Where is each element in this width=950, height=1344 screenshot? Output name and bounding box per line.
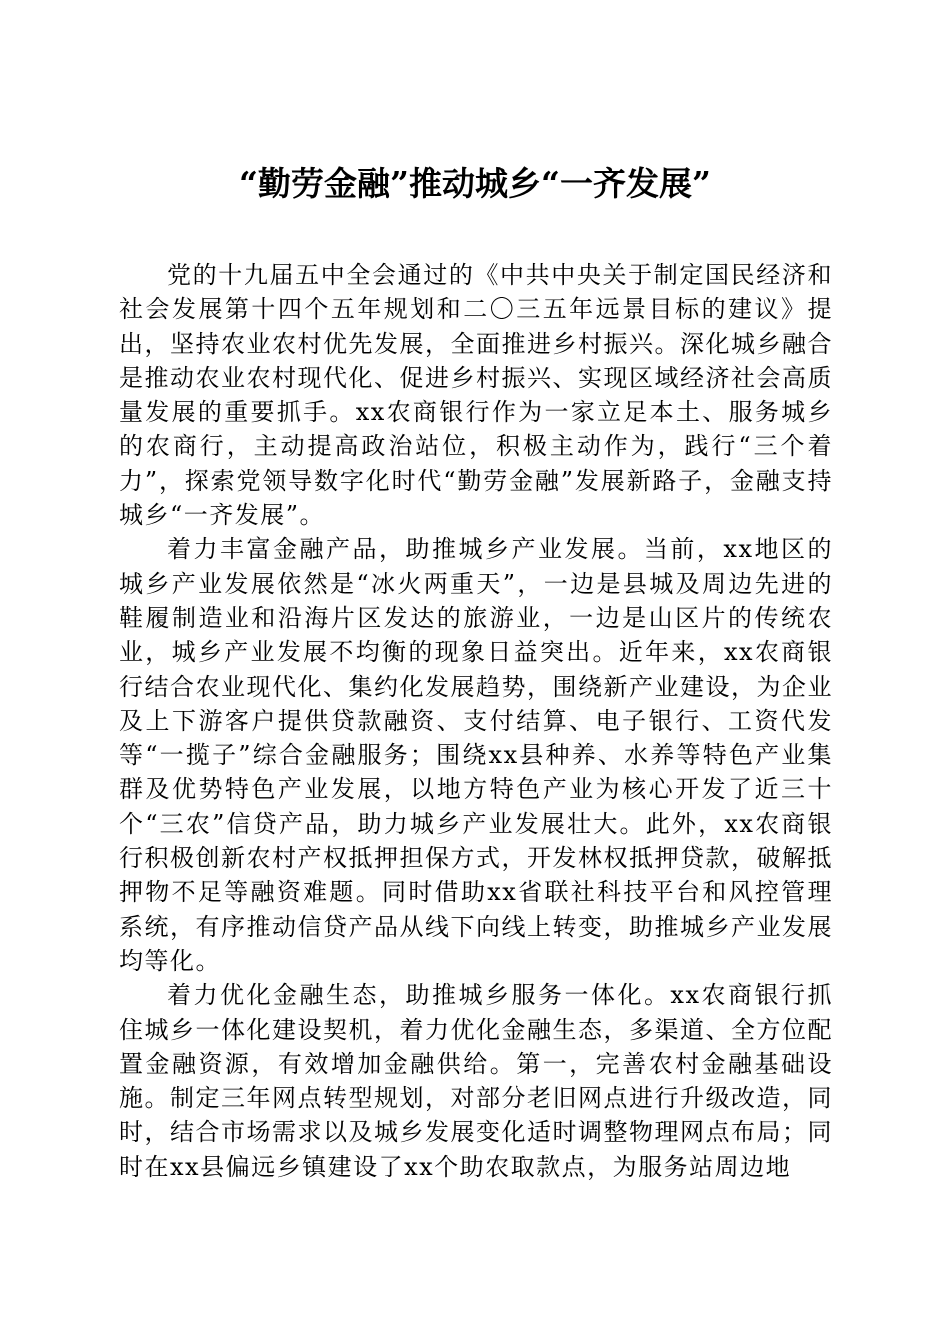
- paragraph-3: 着力优化金融生态，助推城乡服务一体化。xx农商银行抓住城乡一体化建设契机，着力优化金融生态，多渠道、全方位配置金融资源，有效增加金融供给。第一，完善农村金融基础设施。制定三年网点转型规划，对部分老旧网点进行升级改造，同时，结合市场需求以及城乡发展变化适时调整物理网点布局；同时在xx县偏远乡镇建设了xx个助农取款点，为服务站周边地: [119, 981, 833, 1181]
- paragraph-2: 着力丰富金融产品，助推城乡产业发展。当前，xx地区的城乡产业发展依然是“冰火两重天”，一边是县城及周边先进的鞋履制造业和沿海片区发达的旅游业，一边是山区片的传统农业，城乡产业发展不均衡的现象日益突出。近年来，xx农商银行结合农业现代化、集约化发展趋势，围绕新产业建设，为企业及上下游客户提供贷款融资、支付结算、电子银行、工资代发等“一揽子”综合金融服务；围绕xx县种养、水养等特色产业集群及优势特色产业发展，以地方特色产业为核心开发了近三十个“三农”信贷产品，助力城乡产业发展壮大。此外，xx农商银行积极创新农村产权抵押担保方式，开发林权抵押贷款，破解抵押物不足等融资难题。同时借助xx省联社科技平台和风控管理系统，有序推动信贷产品从线下向线上转变，助推城乡产业发展均等化。: [119, 535, 833, 975]
- paragraph-1: 党的十九届五中全会通过的《中共中央关于制定国民经济和社会发展第十四个五年规划和二〇三五年远景目标的建议》提出，坚持农业农村优先发展，全面推进乡村振兴。深化城乡融合是推动农业农村现代化、促进乡村振兴、实现区域经济社会高质量发展的重要抓手。xx农商银行作为一家立足本土、服务城乡的农商行，主动提高政治站位，积极主动作为，践行“三个着力”，探索党领导数字化时代“勤劳金融”发展新路子，金融支持城乡“一齐发展”。: [119, 261, 833, 530]
- document-title: “勤劳金融”推动城乡“一齐发展”: [239, 164, 711, 203]
- document-body: [119, 258, 833, 1184]
